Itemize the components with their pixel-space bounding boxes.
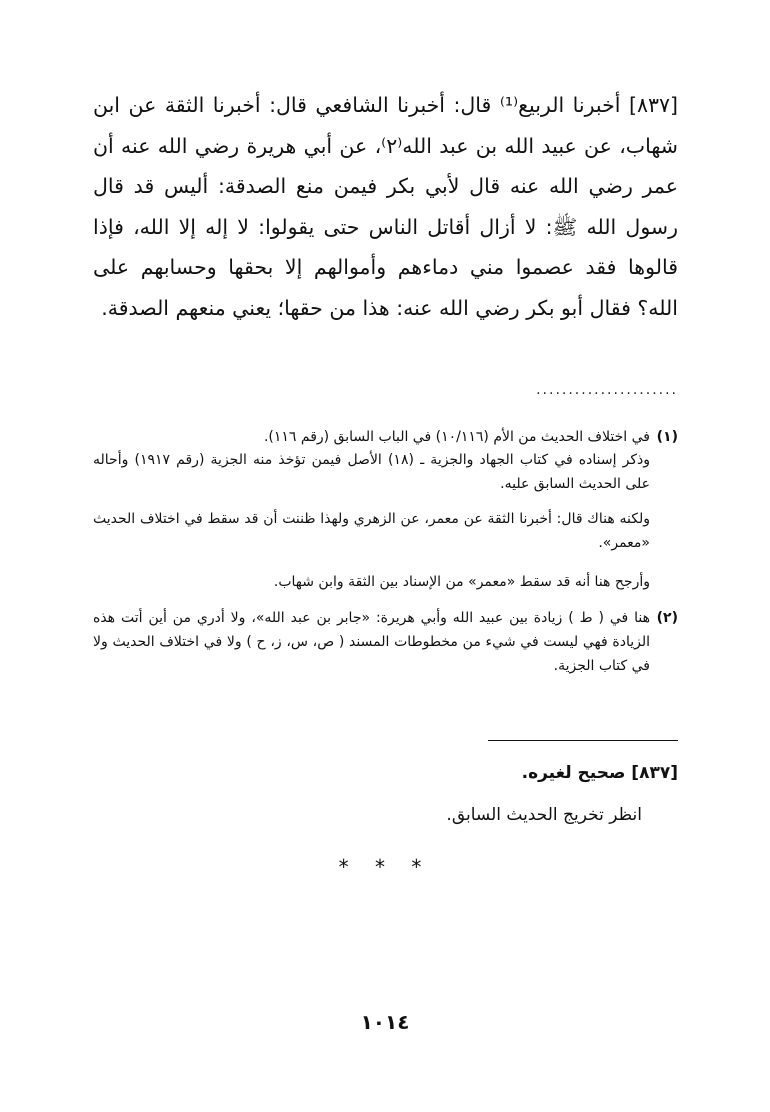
- footnote-1-number: (١): [656, 429, 678, 445]
- footnote-2-number: (٢): [656, 610, 678, 626]
- page-number: ١٠١٤: [360, 1010, 410, 1034]
- footnote-1-paragraph-3: [93, 507, 678, 555]
- footnote-1-line-2: وذكر إسناده في كتاب الجهاد والجزية ـ (١٨) الأصل فيمن تؤخذ منه الجزية (رقم ١٩١٧) وأحاله على الحديث السابق عليه.: [93, 452, 650, 492]
- footnote-separator: ......................: [536, 382, 678, 398]
- hadith-paragraph: [٨٣٧] أخبرنا الربيع⁽¹⁾ قال: أخبرنا الشافعي قال: أخبرنا الثقة عن ابن شهاب، عن عبيد الله بن عبد الله⁽٢⁾، عن أبي هريرة رضي الله عنه أن عمر رضي الله عنه قال لأبي بكر فيمن منع الصدقة: أليس قد قال رسول الله ﷺ: لا أزال أقاتل الناس حتى يقولوا: لا إله إلا الله، فإذا قالوها فقد عصموا مني دماءهم وأموالهم إلا بحقها وحسابهم على الله؟ فقال أبو بكر رضي الله عنه: هذا من حقها؛ يعني منعهم الصدقة.: [93, 93, 679, 320]
- section-ornament: * * *: [338, 855, 432, 879]
- grading-note: انظر تخريج الحديث السابق.: [446, 805, 642, 825]
- footnote-1-line-4: وأرجح هنا أنه قد سقط «معمر» من الإسناد بين الثقة وابن شهاب.: [273, 574, 650, 590]
- footnote-2-text: هنا في ( ط ) زيادة بين عبيد الله وأبي هريرة: «جابر بن عبد الله»، ولا أدري من أين أتت هذه الزيادة فهي ليست في شيء من مخطوطات المسند ( ص، س، ز، ح ) ولا في اختلاف الحديث ولا في كتاب الجزية.: [93, 610, 650, 674]
- footnote-1-paragraph-4: [93, 570, 678, 594]
- footnote-1-line-3: ولكنه هناك قال: أخبرنا الثقة عن معمر، عن الزهري ولهذا ظننت أن قد سقط في اختلاف الحديث «معمر».: [93, 511, 650, 551]
- grading-label-text: [٨٣٧] صحيح لغيره.: [521, 763, 678, 783]
- footnote-1: [93, 425, 678, 449]
- grading-divider: [488, 740, 678, 741]
- footnote-2: [93, 606, 678, 678]
- hadith-text-block: [93, 85, 678, 328]
- footnote-1-paragraph-2: [93, 448, 678, 496]
- grading-label: [93, 758, 678, 788]
- footnote-1-line-1: في اختلاف الحديث من الأم (١٠/١١٦) في الباب السابق (رقم ١١٦).: [263, 429, 650, 445]
